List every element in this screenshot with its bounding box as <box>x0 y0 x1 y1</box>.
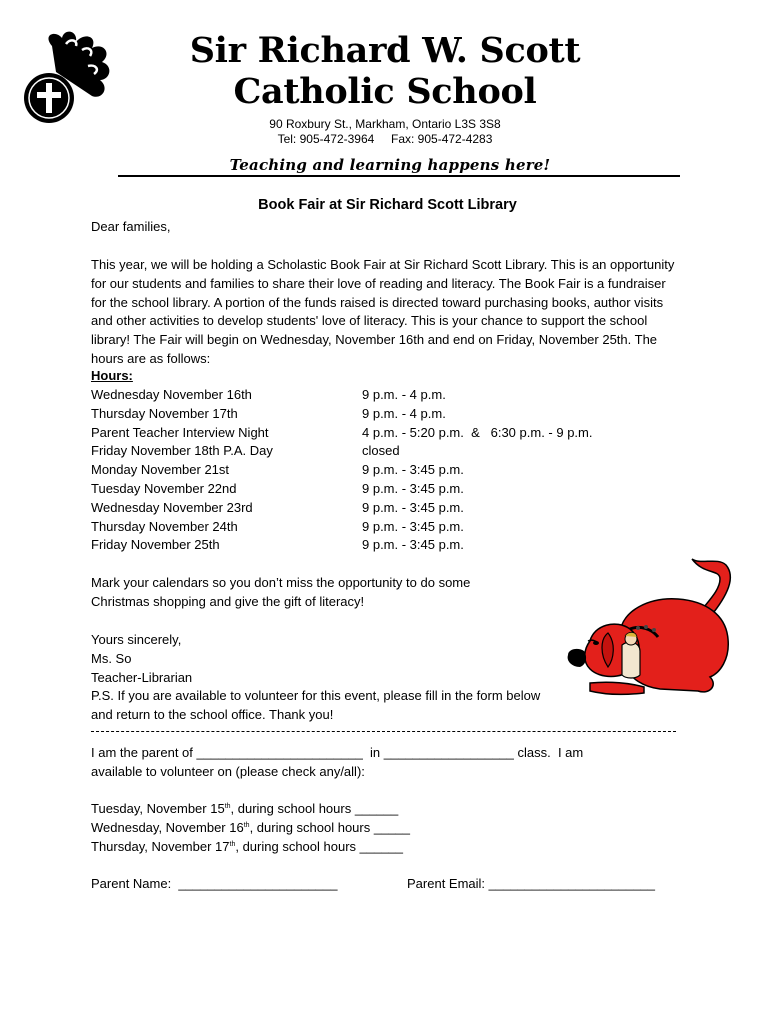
hours-row <box>91 499 691 518</box>
school-phone-fax: Tel: 905-472-3964 Fax: 905-472-4283 <box>277 132 493 146</box>
signer-name: Ms. So <box>91 650 132 666</box>
tear-off-line <box>91 731 676 732</box>
hours-day: Friday November 25th <box>91 537 220 553</box>
hours-row <box>91 480 691 499</box>
form-parent-line[interactable]: I am the parent of _______________________ in __________________ class. I am <box>91 745 584 760</box>
school-contact <box>185 117 585 147</box>
hours-time: 4 p.m. - 5:20 p.m. & 6:30 p.m. - 9 p.m. <box>362 424 593 440</box>
signer-title: Teacher-Librarian <box>91 669 193 685</box>
hours-time: 9 p.m. - 3:45 p.m. <box>362 462 464 478</box>
hours-day: Wednesday November 23rd <box>91 499 253 515</box>
parent-email-field[interactable]: Parent Email: _______________________ <box>407 876 655 891</box>
hours-row <box>91 518 691 537</box>
hours-row <box>91 536 691 555</box>
hours-day: Parent Teacher Interview Night <box>91 424 269 440</box>
hours-row <box>91 424 691 443</box>
hours-day: Wednesday November 16th <box>91 387 252 402</box>
hours-row <box>91 405 691 424</box>
hours-day: Monday November 21st <box>91 462 230 478</box>
hours-time: 9 p.m. - 4 p.m. <box>362 405 446 421</box>
hours-time: 9 p.m. - 3:45 p.m. <box>362 518 464 534</box>
hours-table <box>91 386 691 555</box>
school-address: 90 Roxbury St., Markham, Ontario L3S 3S8 <box>269 117 501 131</box>
hours-label: Hours: <box>91 368 133 383</box>
hours-row <box>91 442 691 461</box>
reminder-paragraph: Mark your calendars so you don’t miss the opportunity to do some Christmas shopping and give the gift of literacy! <box>91 575 471 609</box>
parent-name-field[interactable]: Parent Name: ______________________ <box>91 876 338 891</box>
hours-day: Friday November 18th P.A. Day <box>91 443 273 459</box>
hours-day: Thursday November 17th <box>91 405 238 421</box>
option-date: Tuesday, November 15 <box>91 801 225 816</box>
cross-shield-flame-icon <box>22 28 114 128</box>
hours-time: 9 p.m. - 3:45 p.m. <box>362 537 464 553</box>
header-divider <box>118 175 680 177</box>
option-time: , during school hours _____ <box>249 820 411 835</box>
hours-day: Tuesday November 22nd <box>91 480 237 496</box>
hours-time: 9 p.m. - 4 p.m. <box>362 387 446 402</box>
hours-time: 9 p.m. - 3:45 p.m. <box>362 480 464 496</box>
option-date: Thursday, November 17 <box>91 839 230 854</box>
greeting: Dear families, <box>91 219 171 234</box>
option-suffix-sup: th <box>243 822 250 829</box>
intro-paragraph: This year, we will be holding a Scholastic Book Fair at Sir Richard Scott Library. This is an opportunity for our students and families to share their love of reading and literacy. The Book Fair is a fundraiser for the school library. A portion of the funds raised is directed toward purchasing books, author visits and other activities to develop students' love of literacy. This is your chance to support the school library! The Fair will begin on Wednesday, November 16th and end on Friday, November 25th. The hours are as follows: <box>91 257 675 366</box>
option-time: , during school hours ______ <box>230 801 399 816</box>
hours-row <box>91 386 691 405</box>
option-time: , during school hours ______ <box>235 839 404 854</box>
option-date: Wednesday, November 16 <box>91 820 244 835</box>
option-suffix-sup: th <box>224 803 231 810</box>
volunteer-option[interactable] <box>91 819 410 838</box>
hours-row <box>91 461 691 480</box>
hours-time: closed <box>362 443 400 459</box>
signature-block <box>91 631 561 687</box>
school-tagline: Teaching and learning happens here! <box>229 156 551 174</box>
volunteer-option[interactable] <box>91 800 398 819</box>
hours-time: 9 p.m. - 3:45 p.m. <box>362 499 464 515</box>
red-dog-illustration <box>560 555 745 705</box>
letter-title: Book Fair at Sir Richard Scott Library <box>258 197 517 213</box>
postscript: P.S. If you are available to volunteer for this event, please fill in the form below and return to the school office. Thank you! <box>91 688 541 722</box>
hours-day: Thursday November 24th <box>91 518 238 534</box>
form-instructions: available to volunteer on (please check any/all): <box>91 764 365 779</box>
option-suffix-sup: th <box>229 841 236 848</box>
volunteer-option[interactable] <box>91 838 403 857</box>
closing: Yours sincerely, <box>91 632 182 647</box>
school-name: Sir Richard W. Scott Catholic School <box>189 30 581 112</box>
